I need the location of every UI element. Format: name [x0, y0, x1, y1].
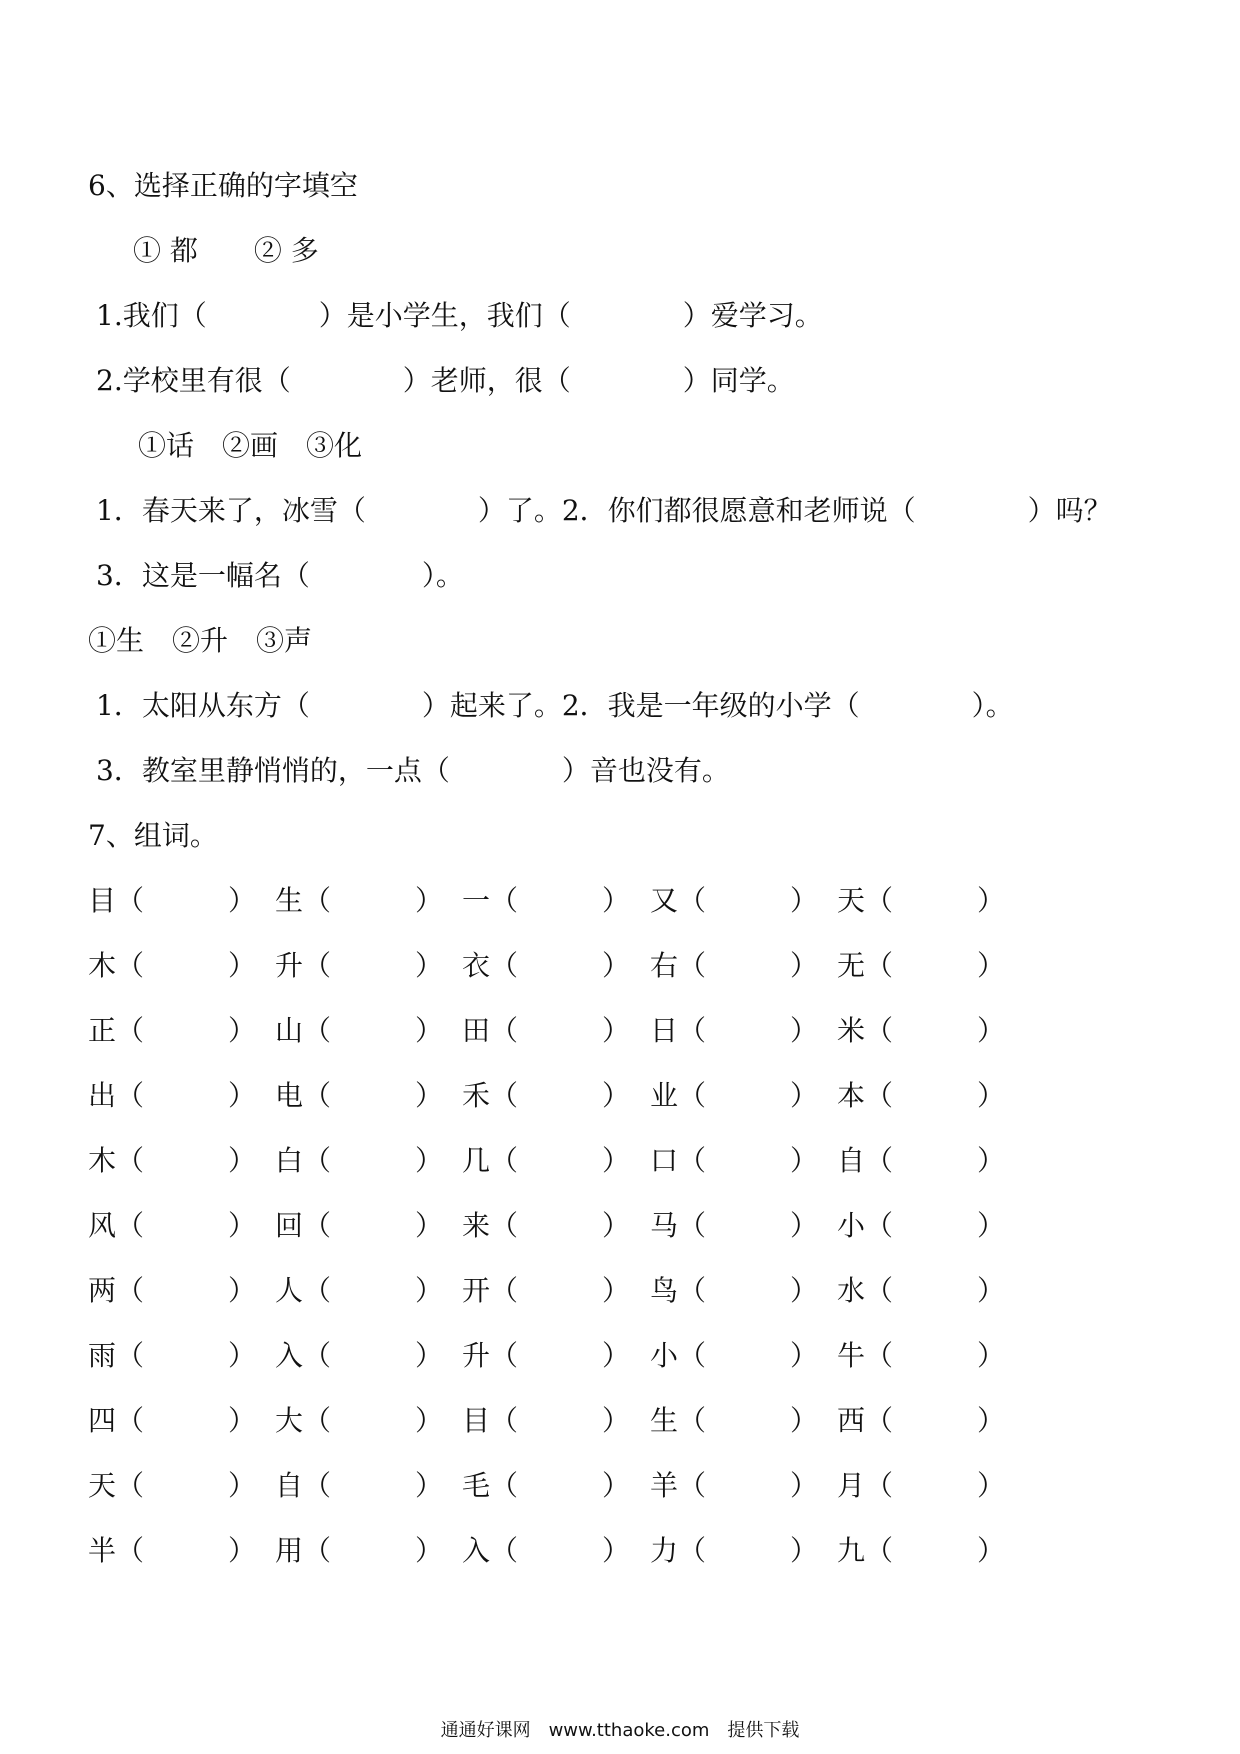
word-blank-cell: 天（ ） [837, 884, 1006, 917]
group1-options: ① 都 ② 多 [133, 234, 319, 267]
word-blank-cell: 目（ ） [88, 884, 257, 917]
word-blank-cell: 马（ ） [650, 1209, 819, 1242]
word-blank-cell: 电（ ） [275, 1079, 444, 1112]
group2-question2: 3．这是一幅名（ ）。 [96, 559, 464, 592]
word-blank-cell: 木（ ） [88, 949, 257, 982]
word-blank-cell: 出（ ） [88, 1079, 257, 1112]
word-blank-cell: 大（ ） [275, 1404, 444, 1437]
word-blank-cell: 业（ ） [650, 1079, 819, 1112]
word-blank-cell: 九（ ） [837, 1534, 1006, 1567]
word-blank-cell: 无（ ） [837, 949, 1006, 982]
word-blank-cell: 雨（ ） [88, 1339, 257, 1372]
word-blank-cell: 两（ ） [88, 1274, 257, 1307]
word-blank-cell: 日（ ） [650, 1014, 819, 1047]
word-blank-cell: 自（ ） [837, 1144, 1006, 1177]
section6-title: 6、选择正确的字填空 [88, 169, 358, 202]
word-blank-cell: 自（ ） [275, 1469, 444, 1502]
word-blank-cell: 毛（ ） [462, 1469, 631, 1502]
word-blank-cell: 几（ ） [462, 1144, 631, 1177]
word-blank-cell: 衣（ ） [462, 949, 631, 982]
word-blank-cell: 四（ ） [88, 1404, 257, 1437]
word-blank-cell: 半（ ） [88, 1534, 257, 1567]
word-blank-cell: 入（ ） [275, 1339, 444, 1372]
group3-options: ①生 ②升 ③声 [88, 624, 313, 657]
word-blank-cell: 回（ ） [275, 1209, 444, 1242]
word-blank-cell: 开（ ） [462, 1274, 631, 1307]
word-blank-cell: 升（ ） [275, 949, 444, 982]
word-blank-cell: 正（ ） [88, 1014, 257, 1047]
word-blank-cell: 山（ ） [275, 1014, 444, 1047]
word-blank-cell: 风（ ） [88, 1209, 257, 1242]
word-blank-cell: 来（ ） [462, 1209, 631, 1242]
word-blank-cell: 入（ ） [462, 1534, 631, 1567]
word-blank-cell: 用（ ） [275, 1534, 444, 1567]
word-blank-cell: 小（ ） [837, 1209, 1006, 1242]
word-blank-cell: 鸟（ ） [650, 1274, 819, 1307]
group2-question1: 1．春天来了，冰雪（ ）了。2．你们都很愿意和老师说（ ）吗？ [96, 494, 1112, 527]
word-blank-cell: 月（ ） [837, 1469, 1006, 1502]
group1-question1: 1.我们（ ）是小学生，我们（ ）爱学习。 [96, 299, 823, 332]
word-blank-cell: 田（ ） [462, 1014, 631, 1047]
group3-question2: 3．教室里静悄悄的，一点（ ）音也没有。 [96, 754, 730, 787]
word-blank-cell: 小（ ） [650, 1339, 819, 1372]
word-blank-cell: 米（ ） [837, 1014, 1006, 1047]
word-blank-cell: 水（ ） [837, 1274, 1006, 1307]
section7-title: 7、组词。 [88, 819, 218, 852]
word-blank-cell: 一（ ） [462, 884, 631, 917]
group2-options: ①话 ②画 ③化 [138, 429, 363, 462]
word-blank-cell: 白（ ） [275, 1144, 444, 1177]
word-blank-cell: 目（ ） [462, 1404, 631, 1437]
word-blank-cell: 本（ ） [837, 1079, 1006, 1112]
group1-question2: 2.学校里有很（ ）老师，很（ ）同学。 [96, 364, 795, 397]
group3-question1: 1．太阳从东方（ ）起来了。2．我是一年级的小学（ ）。 [96, 689, 1014, 722]
word-blank-cell: 禾（ ） [462, 1079, 631, 1112]
word-blank-cell: 右（ ） [650, 949, 819, 982]
word-blank-cell: 人（ ） [275, 1274, 444, 1307]
word-blank-cell: 生（ ） [650, 1404, 819, 1437]
word-blank-cell: 口（ ） [650, 1144, 819, 1177]
word-blank-cell: 又（ ） [650, 884, 819, 917]
word-blank-cell: 升（ ） [462, 1339, 631, 1372]
word-blank-cell: 天（ ） [88, 1469, 257, 1502]
footer-credit: 通通好课网 www.tthaoke.com 提供下载 [440, 1720, 800, 1741]
word-blank-cell: 牛（ ） [837, 1339, 1006, 1372]
word-blank-cell: 力（ ） [650, 1534, 819, 1567]
word-blank-cell: 生（ ） [275, 884, 444, 917]
word-blank-cell: 羊（ ） [650, 1469, 819, 1502]
word-blank-cell: 木（ ） [88, 1144, 257, 1177]
word-blank-cell: 西（ ） [837, 1404, 1006, 1437]
